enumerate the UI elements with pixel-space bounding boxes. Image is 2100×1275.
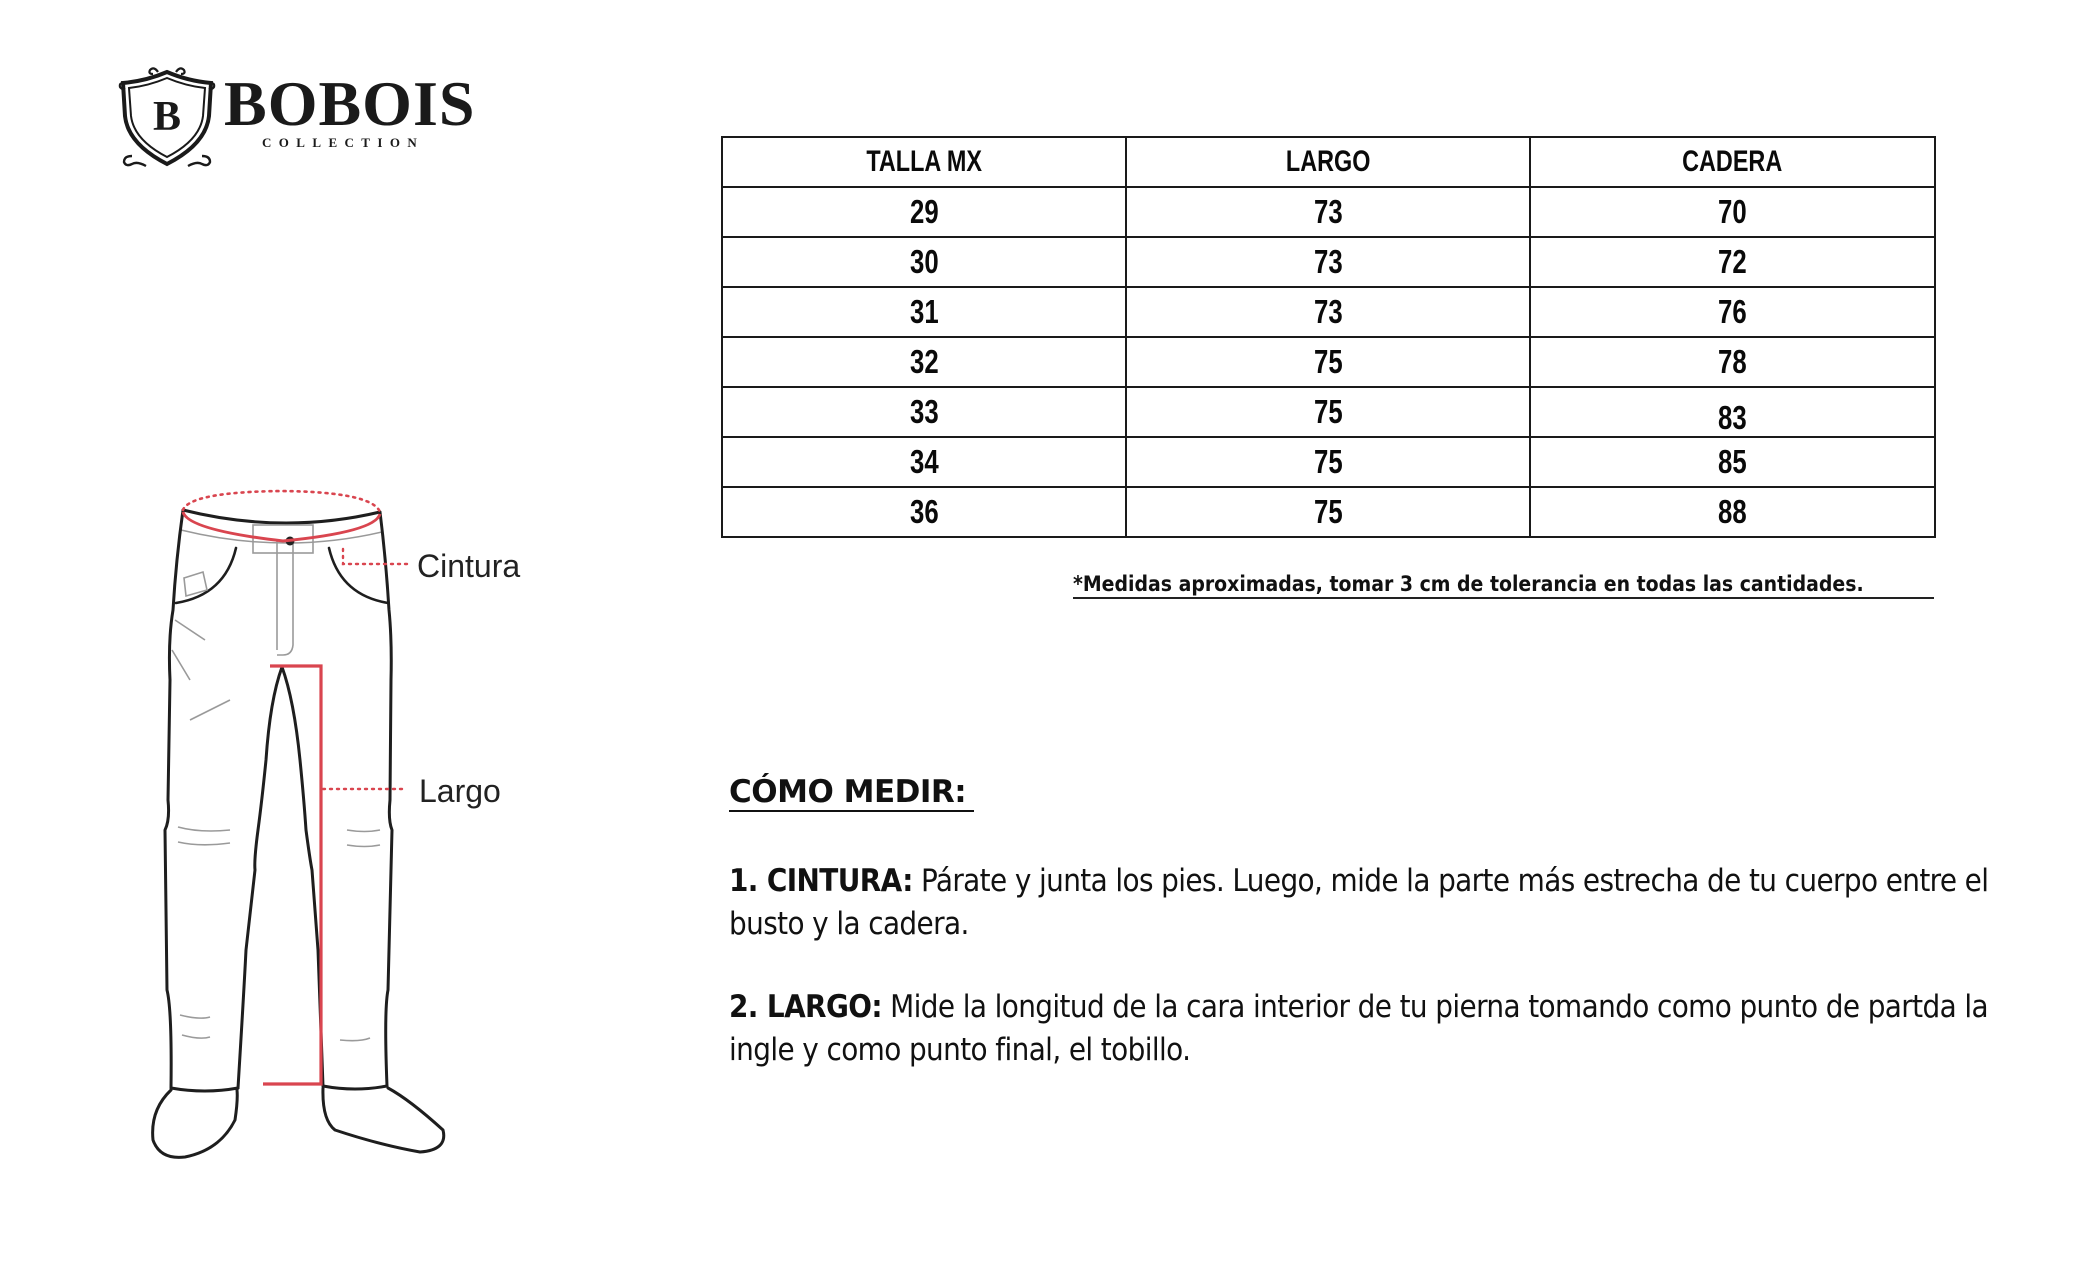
- table-row: [722, 337, 1935, 387]
- tolerance-footnote: *Medidas aproximadas, tomar 3 cm de tolerancia en todas las cantidades.: [1073, 572, 1934, 599]
- table-row: [722, 287, 1935, 337]
- table-row: [722, 437, 1935, 487]
- size-table: [721, 136, 1936, 538]
- brand-subtitle: COLLECTION: [262, 135, 425, 150]
- length-instruction: [729, 986, 2009, 1072]
- brand-name: BOBOIS: [224, 68, 476, 139]
- waist-instruction: [729, 860, 2009, 946]
- measure-lines: [183, 491, 408, 1084]
- length-cell: 75: [1126, 387, 1530, 437]
- length-cell: 73: [1126, 287, 1530, 337]
- table-row: [722, 237, 1935, 287]
- length-cell: 73: [1126, 237, 1530, 287]
- hip-cell: 70: [1530, 187, 1935, 237]
- size-cell: 33: [722, 387, 1126, 437]
- size-cell: 36: [722, 487, 1126, 537]
- length-cell: 75: [1126, 487, 1530, 537]
- size-cell: 29: [722, 187, 1126, 237]
- hip-cell: 72: [1530, 237, 1935, 287]
- length-label: Largo: [419, 773, 501, 809]
- pants-outline-icon: [153, 510, 444, 1157]
- length-cell: 75: [1126, 337, 1530, 387]
- waist-label: Cintura: [417, 548, 521, 584]
- table-header-row: [722, 137, 1935, 187]
- size-cell: 34: [722, 437, 1126, 487]
- hip-cell: 83: [1530, 387, 1935, 437]
- hip-cell: 88: [1530, 487, 1935, 537]
- column-header-hip: CADERA: [1530, 137, 1935, 187]
- step-text: Mide la longitud de la cara interior de tu pierna tomando como punto de partda la ingle y como punto final, el tobillo.: [729, 989, 1988, 1068]
- how-to-measure-title: CÓMO MEDIR:: [729, 774, 974, 812]
- step-text: Párate y junta los pies. Luego, mide la parte más estrecha de tu cuerpo entre el busto y la cadera.: [729, 863, 1989, 942]
- column-header-length: LARGO: [1126, 137, 1530, 187]
- table-row: [722, 187, 1935, 237]
- pants-measurement-illustration: [0, 0, 560, 1275]
- table-row: [722, 487, 1935, 537]
- hip-cell: 85: [1530, 437, 1935, 487]
- size-cell: 32: [722, 337, 1126, 387]
- svg-text:B: B: [152, 94, 182, 140]
- length-cell: 73: [1126, 187, 1530, 237]
- size-cell: 30: [722, 237, 1126, 287]
- column-header-size: TALLA MX: [722, 137, 1126, 187]
- hip-cell: 76: [1530, 287, 1935, 337]
- hip-cell: 78: [1530, 337, 1935, 387]
- size-cell: 31: [722, 287, 1126, 337]
- length-cell: 75: [1126, 437, 1530, 487]
- step-label: 1. CINTURA:: [729, 863, 913, 899]
- step-label: 2. LARGO:: [729, 989, 882, 1025]
- table-row: [722, 387, 1935, 437]
